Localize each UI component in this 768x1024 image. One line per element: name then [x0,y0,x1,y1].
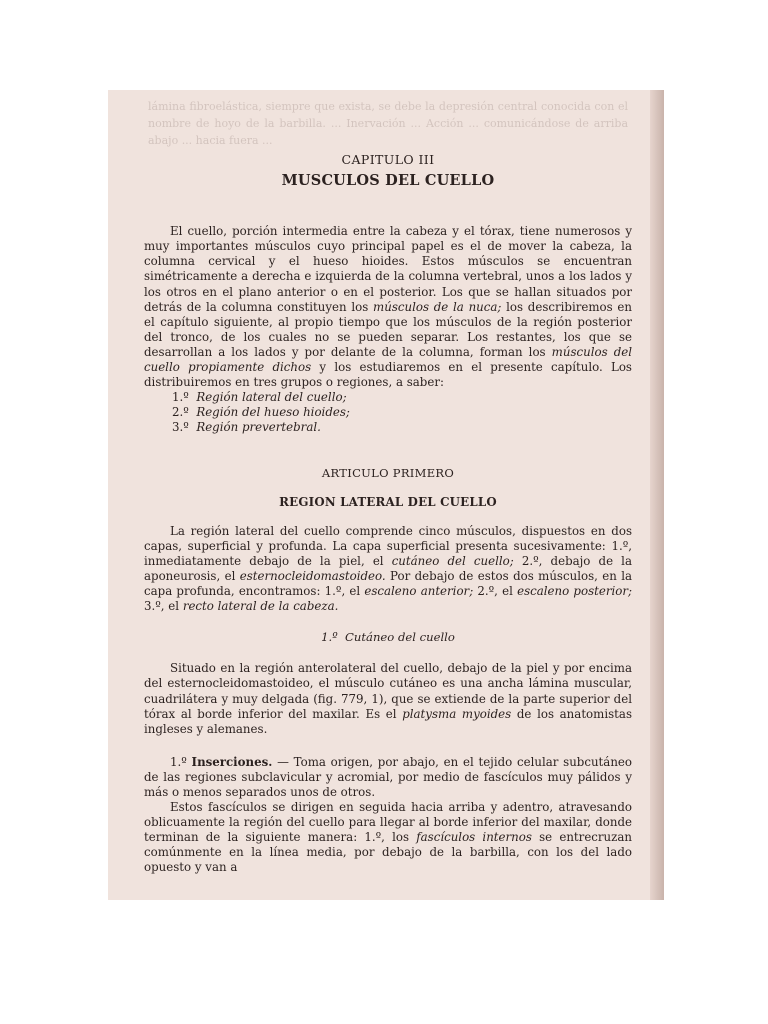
region-text-4: 2.º, el [473,584,518,599]
region-text-3: Por debajo de estos dos músculos, en la capa profunda, encontramos: 1.º, el [144,568,632,599]
cutaneo-text-2: de los anatomistas ingleses y alemanes. [144,706,632,736]
region-em-4: escaleno posterior; [517,584,632,599]
list-item-number: 3.º [172,420,189,435]
page-content [144,148,632,876]
inserciones-number: 1.º [170,754,187,769]
region-list [172,390,632,435]
intro-em-a: músculos de la nuca; [373,299,502,314]
cutaneo-text-1: Situado en la región anterolateral del cuello, debajo de la piel y por encima del esternocleidomastoideo, el músculo cutáneo es una ancha lámina muscular, cuadrilátera y muy delgada (fig. 779, 1), que se extiende de la parte superior del tórax al borde inferior del maxilar. Es el [144,661,632,721]
region-em-5: recto lateral de la cabeza. [182,599,339,614]
list-item [172,420,632,435]
region-text-1: La región lateral del cuello comprende cinco músculos, dispuestos en dos capas, superficial y profunda. La capa superficial presenta sucesivamente: 1.º, inmediatamente debajo de la piel, el [144,523,632,568]
section-title: Cutáneo del cuello [345,630,455,645]
region-em-2: esternocleidomastoideo. [239,568,386,583]
inserciones-heading: Inserciones. [191,754,273,769]
inserciones-dash: — [272,754,294,769]
chapter-title: MUSCULOS DEL CUELLO [281,172,495,190]
list-item [172,390,632,405]
fasciculos-paragraph [144,800,632,875]
cutaneo-paragraph [144,661,632,736]
region-em-1: cutáneo del cuello; [391,553,514,568]
region-em-3: escaleno anterior; [364,584,474,599]
bleed-through-text: lámina fibroelástica, siempre que exista, se debe la depresión central conocida con el nombre de hoyo de la barbilla. ... Inervación ... Acción ... comunicándose de arriba abajo ... hacia fuera ... [148,100,628,147]
list-item-number: 1.º [172,390,189,405]
list-item-label: Región prevertebral. [196,420,321,435]
article-label: ARTICULO PRIMERO [321,465,455,480]
fasciculos-em-1: fascículos internos [416,830,532,845]
list-item-label: Región del hueso hioides; [196,405,350,420]
section-heading [144,630,632,645]
region-text-5: 3.º, el [144,599,183,614]
fasciculos-text-2: se entrecruzan comúnmente en la línea media, por debajo de la barbilla, con los del lado opuesto y van a [144,830,632,875]
inserciones-text: Toma origen, por abajo, en el tejido celular subcutáneo de las regiones subclavicular y acromial, por medio de fascículos muy pálidos y más o menos separados unos de otros. [144,754,633,799]
region-paragraph [144,524,632,615]
intro-text-a: El cuello, porción intermedia entre la cabeza y el tórax, tiene numerosos y muy importantes músculos cuyo principal papel es el de mover la cabeza, la columna cervical y el hueso hioides. Estos músculos se encuentran simétricamente a derecha e izquierda de la columna vertebral, unos a los lados y los otros en el plano anterior o en el posterior. Los que se hallan situados por detrás de la columna constituyen los [144,224,632,314]
scanned-page [108,90,664,900]
intro-paragraph [144,224,632,390]
page-edge-shadow [650,90,664,900]
fasciculos-text-1: Estos fascículos se dirigen en seguida hacia arriba y adentro, atravesando oblicuamente la región del cuello para llegar al borde inferior del maxilar, donde terminan de la siguiente manera: 1.º, los [144,800,632,845]
intro-text-c: y los estudiaremos en el presente capítulo. Los distribuiremos en tres grupos o regiones, a saber: [144,360,632,390]
cutaneo-em-1: platysma myoides [402,706,512,721]
intro-text-b: los describiremos en el capítulo siguiente, al propio tiempo que los músculos de la región posterior del tronco, de los cuales no se pueden separar. Los restantes, los que se desarrollan a los lados y por delante de la columna, forman los [144,299,633,359]
chapter-label: CAPITULO III [341,152,435,167]
article-title: REGION LATERAL DEL CUELLO [279,494,497,509]
section-number: 1.º [321,630,338,645]
list-item [172,405,632,420]
list-item-label: Región lateral del cuello; [196,390,347,405]
inserciones-paragraph [144,755,632,800]
list-item-number: 2.º [172,405,189,420]
intro-em-b: músculos del cuello propiamente dichos [144,344,632,375]
region-text-2: 2.º, debajo de la aponeurosis, el [144,553,632,583]
